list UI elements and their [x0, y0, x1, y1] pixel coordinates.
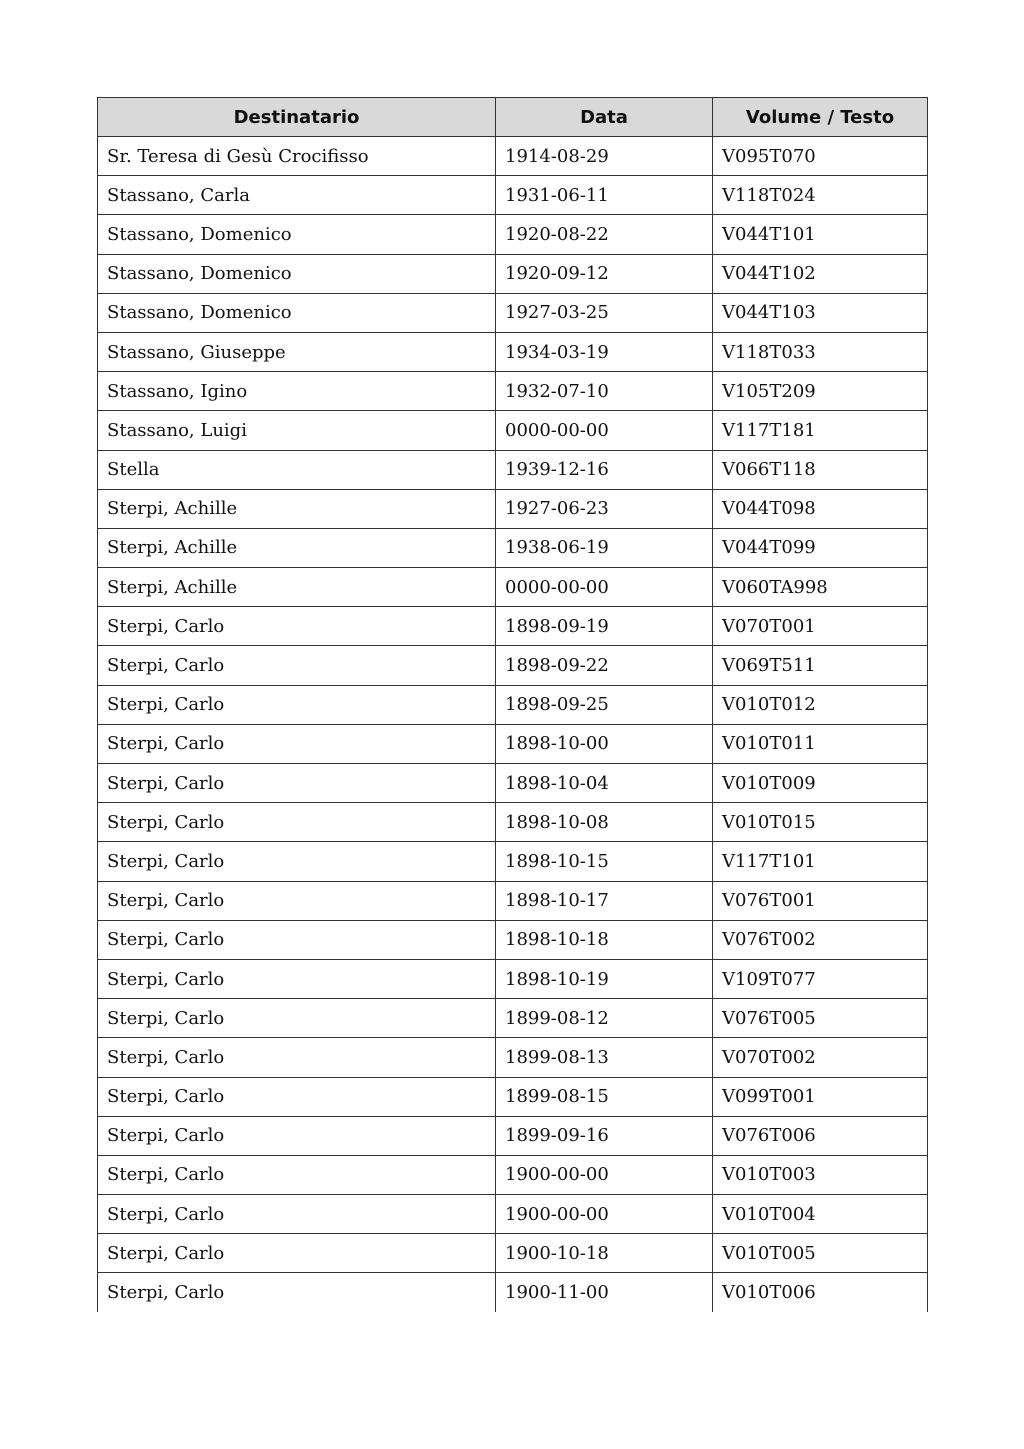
- cell-data: 1898-10-04: [496, 764, 713, 803]
- cell-destinatario: Sterpi, Achille: [98, 568, 496, 607]
- table-row: [98, 568, 928, 607]
- cell-volume-testo: V044T102: [713, 254, 928, 293]
- cell-volume-testo: V117T181: [713, 411, 928, 450]
- cell-volume-testo: V070T001: [713, 607, 928, 646]
- cell-data: 0000-00-00: [496, 411, 713, 450]
- cell-data: 1900-00-00: [496, 1195, 713, 1234]
- cell-destinatario: Sterpi, Achille: [98, 528, 496, 567]
- cell-destinatario: Sterpi, Carlo: [98, 881, 496, 920]
- cell-data: 1899-08-15: [496, 1077, 713, 1116]
- cell-data: 1898-09-19: [496, 607, 713, 646]
- cell-data: 1898-10-08: [496, 803, 713, 842]
- cell-destinatario: Sterpi, Carlo: [98, 724, 496, 763]
- header-row: [98, 98, 928, 137]
- cell-volume-testo: V066T118: [713, 450, 928, 489]
- cell-destinatario: Sterpi, Carlo: [98, 999, 496, 1038]
- table-row: [98, 293, 928, 332]
- cell-volume-testo: V076T001: [713, 881, 928, 920]
- cell-destinatario: Sterpi, Carlo: [98, 1077, 496, 1116]
- cell-volume-testo: V109T077: [713, 959, 928, 998]
- table-row: [98, 920, 928, 959]
- cell-data: 1900-00-00: [496, 1155, 713, 1194]
- cell-data: 1900-11-00: [496, 1273, 713, 1312]
- cell-data: 1898-09-22: [496, 646, 713, 685]
- table-row: [98, 489, 928, 528]
- table-row: [98, 450, 928, 489]
- cell-data: 1898-10-00: [496, 724, 713, 763]
- cell-volume-testo: V044T098: [713, 489, 928, 528]
- table-row: [98, 528, 928, 567]
- cell-destinatario: Sterpi, Carlo: [98, 1273, 496, 1312]
- cell-destinatario: Stassano, Carla: [98, 176, 496, 215]
- cell-volume-testo: V099T001: [713, 1077, 928, 1116]
- cell-destinatario: Sterpi, Carlo: [98, 1038, 496, 1077]
- cell-volume-testo: V069T511: [713, 646, 928, 685]
- cell-volume-testo: V118T024: [713, 176, 928, 215]
- cell-data: 1931-06-11: [496, 176, 713, 215]
- cell-data: 1920-09-12: [496, 254, 713, 293]
- cell-volume-testo: V010T009: [713, 764, 928, 803]
- cell-data: 1898-10-17: [496, 881, 713, 920]
- cell-volume-testo: V070T002: [713, 1038, 928, 1077]
- cell-data: 1934-03-19: [496, 332, 713, 371]
- cell-data: 0000-00-00: [496, 568, 713, 607]
- table-row: [98, 724, 928, 763]
- cell-data: 1898-10-18: [496, 920, 713, 959]
- cell-volume-testo: V044T099: [713, 528, 928, 567]
- table-row: [98, 1155, 928, 1194]
- cell-volume-testo: V076T005: [713, 999, 928, 1038]
- cell-volume-testo: V010T015: [713, 803, 928, 842]
- table-row: [98, 1077, 928, 1116]
- cell-data: 1899-08-12: [496, 999, 713, 1038]
- cell-destinatario: Sterpi, Carlo: [98, 1195, 496, 1234]
- cell-volume-testo: V010T012: [713, 685, 928, 724]
- cell-volume-testo: V060TA998: [713, 568, 928, 607]
- table-row: [98, 372, 928, 411]
- cell-volume-testo: V010T005: [713, 1234, 928, 1273]
- table-row: [98, 254, 928, 293]
- table-row: [98, 215, 928, 254]
- cell-data: 1899-08-13: [496, 1038, 713, 1077]
- cell-data: 1898-10-19: [496, 959, 713, 998]
- cell-destinatario: Sterpi, Achille: [98, 489, 496, 528]
- header-data: Data: [496, 98, 713, 137]
- cell-destinatario: Sterpi, Carlo: [98, 764, 496, 803]
- cell-destinatario: Sterpi, Carlo: [98, 842, 496, 881]
- table-row: [98, 176, 928, 215]
- cell-destinatario: Stassano, Domenico: [98, 293, 496, 332]
- cell-destinatario: Sterpi, Carlo: [98, 1116, 496, 1155]
- cell-data: 1927-06-23: [496, 489, 713, 528]
- table-row: [98, 685, 928, 724]
- cell-volume-testo: V076T006: [713, 1116, 928, 1155]
- cell-volume-testo: V044T101: [713, 215, 928, 254]
- cell-destinatario: Stassano, Giuseppe: [98, 332, 496, 371]
- table-row: [98, 646, 928, 685]
- table-row: [98, 1234, 928, 1273]
- cell-destinatario: Sterpi, Carlo: [98, 1234, 496, 1273]
- cell-volume-testo: V117T101: [713, 842, 928, 881]
- cell-destinatario: Sterpi, Carlo: [98, 959, 496, 998]
- header-destinatario: Destinatario: [98, 98, 496, 137]
- cell-destinatario: Stassano, Luigi: [98, 411, 496, 450]
- cell-destinatario: Sterpi, Carlo: [98, 646, 496, 685]
- table-row: [98, 842, 928, 881]
- cell-data: 1900-10-18: [496, 1234, 713, 1273]
- cell-data: 1898-10-15: [496, 842, 713, 881]
- cell-volume-testo: V095T070: [713, 137, 928, 176]
- table-row: [98, 959, 928, 998]
- cell-data: 1898-09-25: [496, 685, 713, 724]
- cell-destinatario: Sr. Teresa di Gesù Crocifisso: [98, 137, 496, 176]
- table-row: [98, 137, 928, 176]
- cell-data: 1927-03-25: [496, 293, 713, 332]
- cell-volume-testo: V044T103: [713, 293, 928, 332]
- cell-volume-testo: V076T002: [713, 920, 928, 959]
- cell-data: 1932-07-10: [496, 372, 713, 411]
- table-header: [98, 98, 928, 137]
- header-volume-testo: Volume / Testo: [713, 98, 928, 137]
- cell-data: 1939-12-16: [496, 450, 713, 489]
- table-row: [98, 881, 928, 920]
- cell-volume-testo: V010T006: [713, 1273, 928, 1312]
- cell-volume-testo: V105T209: [713, 372, 928, 411]
- table-row: [98, 607, 928, 646]
- table-row: [98, 1195, 928, 1234]
- table-row: [98, 332, 928, 371]
- table-row: [98, 1273, 928, 1312]
- cell-volume-testo: V010T004: [713, 1195, 928, 1234]
- cell-destinatario: Stassano, Domenico: [98, 215, 496, 254]
- table-row: [98, 1116, 928, 1155]
- cell-destinatario: Stassano, Igino: [98, 372, 496, 411]
- cell-volume-testo: V010T003: [713, 1155, 928, 1194]
- cell-destinatario: Sterpi, Carlo: [98, 803, 496, 842]
- cell-destinatario: Sterpi, Carlo: [98, 1155, 496, 1194]
- cell-data: 1938-06-19: [496, 528, 713, 567]
- cell-data: 1920-08-22: [496, 215, 713, 254]
- cell-data: 1914-08-29: [496, 137, 713, 176]
- cell-volume-testo: V118T033: [713, 332, 928, 371]
- table-row: [98, 803, 928, 842]
- table-row: [98, 411, 928, 450]
- cell-destinatario: Sterpi, Carlo: [98, 920, 496, 959]
- cell-destinatario: Sterpi, Carlo: [98, 607, 496, 646]
- cell-destinatario: Stassano, Domenico: [98, 254, 496, 293]
- table-body: [98, 137, 928, 1313]
- cell-destinatario: Sterpi, Carlo: [98, 685, 496, 724]
- cell-volume-testo: V010T011: [713, 724, 928, 763]
- table-row: [98, 999, 928, 1038]
- letters-index-table: [97, 97, 928, 1312]
- letters-index-table-container: [97, 97, 927, 1312]
- table-row: [98, 1038, 928, 1077]
- table-row: [98, 764, 928, 803]
- cell-destinatario: Stella: [98, 450, 496, 489]
- cell-data: 1899-09-16: [496, 1116, 713, 1155]
